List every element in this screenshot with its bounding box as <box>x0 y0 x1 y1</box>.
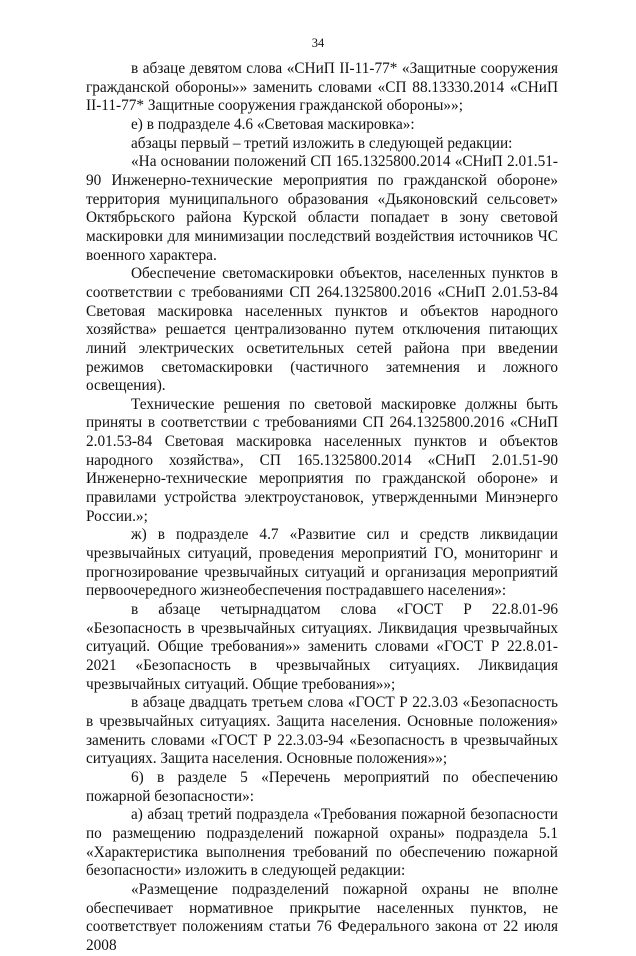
paragraph: в абзаце двадцать третьем слова «ГОСТ Р 22.3.03 «Безопасность в чрезвычайных ситуациях. Защита населения. Основные положения» заменить словами «ГОСТ Р 22.3.03-94 «Безопасность в чрезвычайных ситуациях. Защита населения. Основные положения»»; <box>86 694 558 768</box>
paragraph: Технические решения по световой маскировке должны быть приняты в соответствии с требованиями СП 264.1325800.2016 «СНиП 2.01.53-84 Световая маскировка населенных пунктов и объектов народного хозяйства», СП 165.1325800.2014 «СНиП 2.01.51-90 Инженерно-технические мероприятия по гражданской обороне» и правилами устройства электроустановок, утвержденными Минэнерго России.»; <box>86 395 558 525</box>
paragraph: а) абзац третий подраздела «Требования пожарной безопасности по размещению подразделений пожарной охраны» подраздела 5.1 «Характеристика выполнения требований по обеспечению пожарной безопасности» изложить в следующей редакции: <box>86 806 558 880</box>
page-number: 34 <box>311 36 325 50</box>
document-body <box>86 60 558 956</box>
paragraph: в абзаце девятом слова «СНиП II-11-77* «Защитные сооружения гражданской обороны»» заменить словами «СП 88.13330.2014 «СНиП II-11-77* Защитные сооружения гражданской обороны»»; <box>86 60 558 115</box>
paragraph: «На основании положений СП 165.1325800.2014 «СНиП 2.01.51-90 Инженерно-технические мероприятия по гражданской обороне» территория муниципального образования «Дьяконовский сельсовет» Октябрьского района Курской области попадает в зону световой маскировки для минимизации последствий воздействия источников ЧС военного характера. <box>86 153 558 264</box>
paragraph: Обеспечение светомаскировки объектов, населенных пунктов в соответствии с требованиями СП 264.1325800.2016 «СНиП 2.01.53-84 Световая маскировка населенных пунктов и объектов народного хозяйства» решается централизованно путем отключения питающих линий электрических осветительных сетей района при введении режимов светомаскировки (частичного затемнения и ложного освещения). <box>86 265 558 395</box>
paragraph: е) в подразделе 4.6 «Световая маскировка»: <box>131 115 415 133</box>
paragraph: абзацы первый – третий изложить в следующей редакции: <box>131 134 513 152</box>
paragraph: «Размещение подразделений пожарной охраны не вполне обеспечивает нормативное прикрытие населенных пунктов, не соответствует положениям статьи 76 Федерального закона от 22 июля 2008 <box>86 880 558 954</box>
paragraph: в абзаце четырнадцатом слова «ГОСТ Р 22.8.01-96 «Безопасность в чрезвычайных ситуациях. Ликвидация чрезвычайных ситуаций. Общие требования»» заменить словами «ГОСТ Р 22.8.01-2021 «Безопасность в чрезвычайных ситуациях. Ликвидация чрезвычайных ситуаций. Общие требования»»; <box>86 601 558 693</box>
paragraph: 6) в разделе 5 «Перечень мероприятий по обеспечению пожарной безопасности»: <box>86 768 558 805</box>
paragraph: ж) в подразделе 4.7 «Развитие сил и средств ликвидации чрезвычайных ситуаций, проведения мероприятий ГО, мониторинг и прогнозирование чрезвычайных ситуаций и организация мероприятий первоочередного жизнеобеспечения пострадавшего населения»: <box>86 526 558 600</box>
